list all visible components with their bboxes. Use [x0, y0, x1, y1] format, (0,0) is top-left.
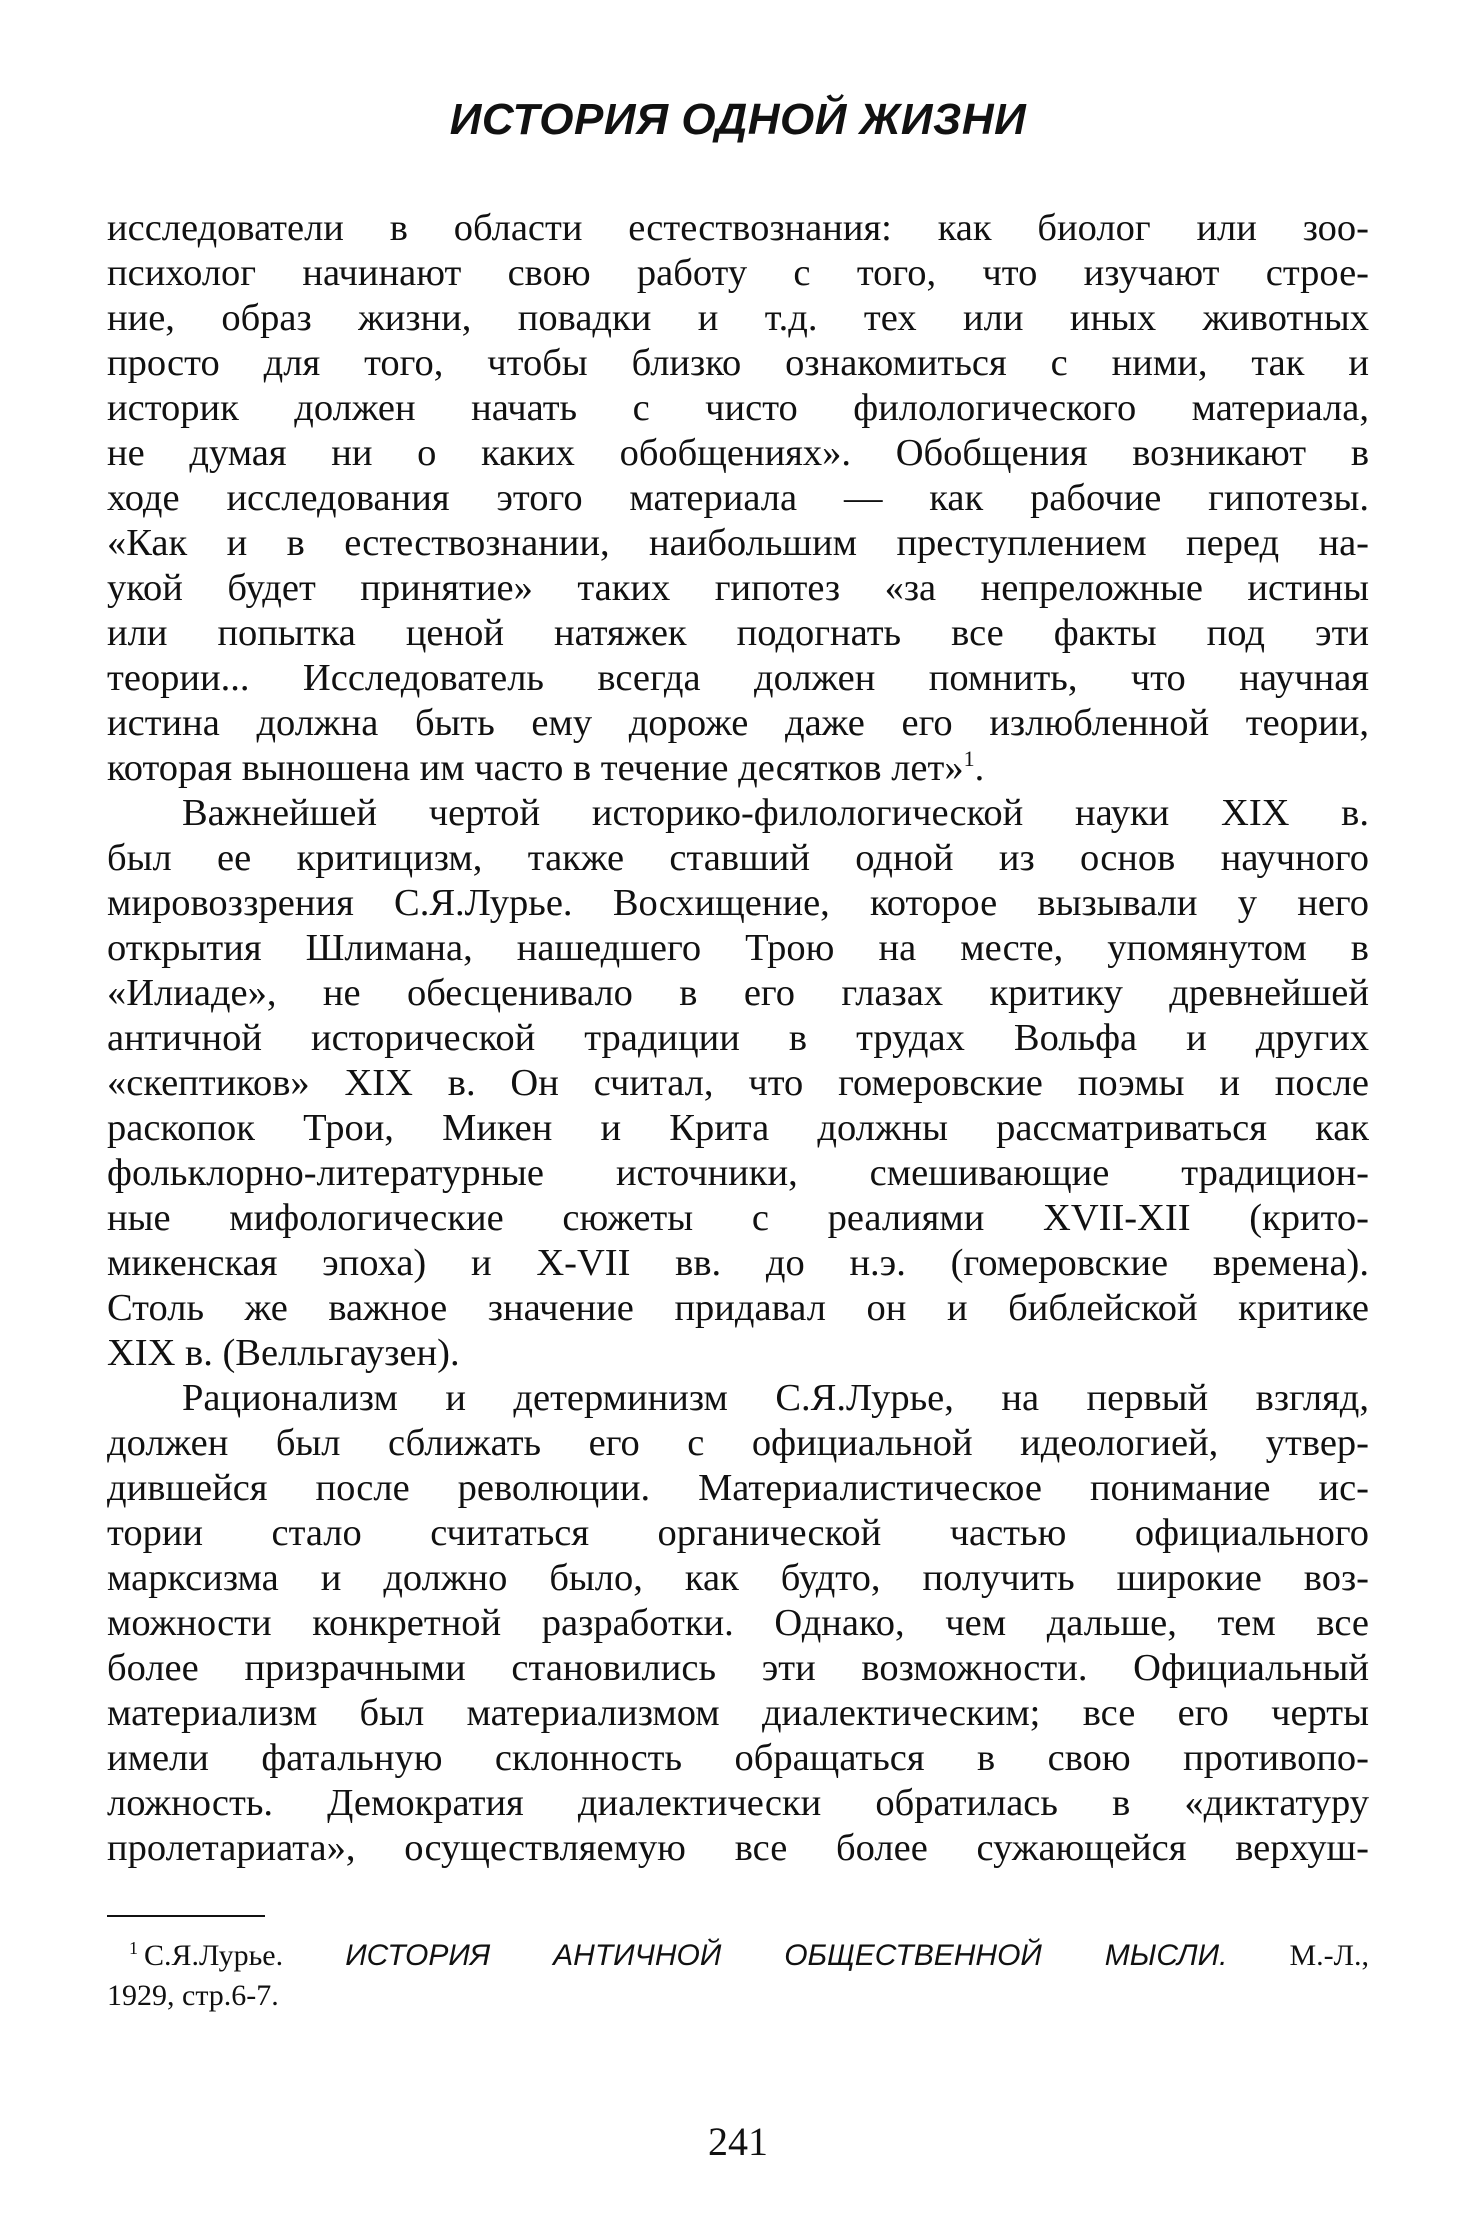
footnote-marker: 1 — [129, 1938, 138, 1958]
text-line: ные мифологические сюжеты с реалиями XVII-XII (крито- — [107, 1197, 1369, 1239]
body-text — [107, 206, 1369, 1871]
text-line: античной исторической традиции в трудах Вольфа и других — [107, 1017, 1369, 1059]
text-line: тории стало считаться органической частью официального — [107, 1512, 1369, 1554]
footnote-author: С.Я.Лурье. — [144, 1939, 284, 1972]
text-line: микенская эпоха) и X-VII вв. до н.э. (гомеровские времена). — [107, 1242, 1369, 1284]
text-line: укой будет принятие» таких гипотез «за непреложные истины — [107, 567, 1369, 609]
text-line: раскопок Трои, Микен и Крита должны рассматриваться как — [107, 1107, 1369, 1149]
text-line: ходе исследования этого материала — как рабочие гипотезы. — [107, 477, 1369, 519]
footnote-title: ИСТОРИЯ АНТИЧНОЙ ОБЩЕСТВЕННОЙ МЫСЛИ. — [345, 1939, 1228, 1972]
page-number: 241 — [708, 2119, 768, 2164]
text-line: был ее критицизм, также ставший одной из основ научного — [107, 837, 1369, 879]
text-line: «Как и в естествознании, наибольшим преступлением перед на- — [107, 522, 1369, 564]
footnote — [107, 1936, 1369, 2016]
text-line: пролетариата», осуществляемую все более сужающейся верхуш- — [107, 1827, 1369, 1869]
text-line: дившейся после революции. Материалистическое понимание ис- — [107, 1467, 1369, 1509]
footnote-reference-tail: . — [974, 747, 985, 789]
text-line: марксизма и должно было, как будто, получить широкие воз- — [107, 1557, 1369, 1599]
text-line: можности конкретной разработки. Однако, чем дальше, тем все — [107, 1602, 1369, 1644]
text-line: ложность. Демократия диалектически обратилась в «диктатуру — [107, 1782, 1369, 1824]
text-line: фольклорно-литературные источники, смешивающие традицион- — [107, 1152, 1369, 1194]
text-line: мировоззрения С.Я.Лурье. Восхищение, которое вызывали у него — [107, 882, 1369, 924]
text-line: исследователи в области естествознания: как биолог или зоо- — [107, 207, 1369, 249]
text-line: материализм был материализмом диалектическим; все его черты — [107, 1692, 1369, 1734]
text-line: открытия Шлимана, нашедшего Трою на месте, упомянутом в — [107, 927, 1369, 969]
footnote-reference: 1 — [963, 746, 975, 772]
text-line: Рационализм и детерминизм С.Я.Лурье, на первый взгляд, — [182, 1377, 1369, 1419]
text-line: имели фатальную склонность обращаться в свою противопо- — [107, 1737, 1369, 1779]
footnote-line — [107, 1936, 1369, 1976]
footnote-place: М.-Л., — [1289, 1939, 1369, 1972]
text-line: «скептиков» XIX в. Он считал, что гомеровские поэмы и после — [107, 1062, 1369, 1104]
paragraph-end-line — [107, 746, 1369, 791]
text-line: просто для того, чтобы близко ознакомиться с ними, так и — [107, 342, 1369, 384]
text-line: теории... Исследователь всегда должен помнить, что научная — [107, 657, 1369, 699]
text-line: историк должен начать с чисто филологического материала, — [107, 387, 1369, 429]
text-line: психолог начинают свою работу с того, что изучают строе- — [107, 252, 1369, 294]
running-head: ИСТОРИЯ ОДНОЙ ЖИЗНИ — [449, 95, 1027, 144]
text-line: XIX в. (Велльгаузен). — [107, 1332, 460, 1374]
footnote-line: 1929, стр.6-7. — [107, 1979, 279, 2012]
text-line: или попытка ценой натяжек подогнать все факты под эти — [107, 612, 1369, 654]
text-line: Столь же важное значение придавал он и библейской критике — [107, 1287, 1369, 1329]
text-line: «Илиаде», не обесценивало в его глазах критику древнейшей — [107, 972, 1369, 1014]
footnote-divider — [107, 1915, 265, 1917]
text-line: которая выношена им часто в течение десятков лет» — [107, 747, 964, 789]
text-line: должен был сближать его с официальной идеологией, утвер- — [107, 1422, 1369, 1464]
text-line: более призрачными становились эти возможности. Официальный — [107, 1647, 1369, 1689]
text-line: Важнейшей чертой историко-филологической науки XIX в. — [182, 792, 1369, 834]
text-line: не думая ни о каких обобщениях». Обобщения возникают в — [107, 432, 1369, 474]
text-line: ние, образ жизни, повадки и т.д. тех или иных животных — [107, 297, 1369, 339]
text-line: истина должна быть ему дороже даже его излюбленной теории, — [107, 702, 1369, 744]
